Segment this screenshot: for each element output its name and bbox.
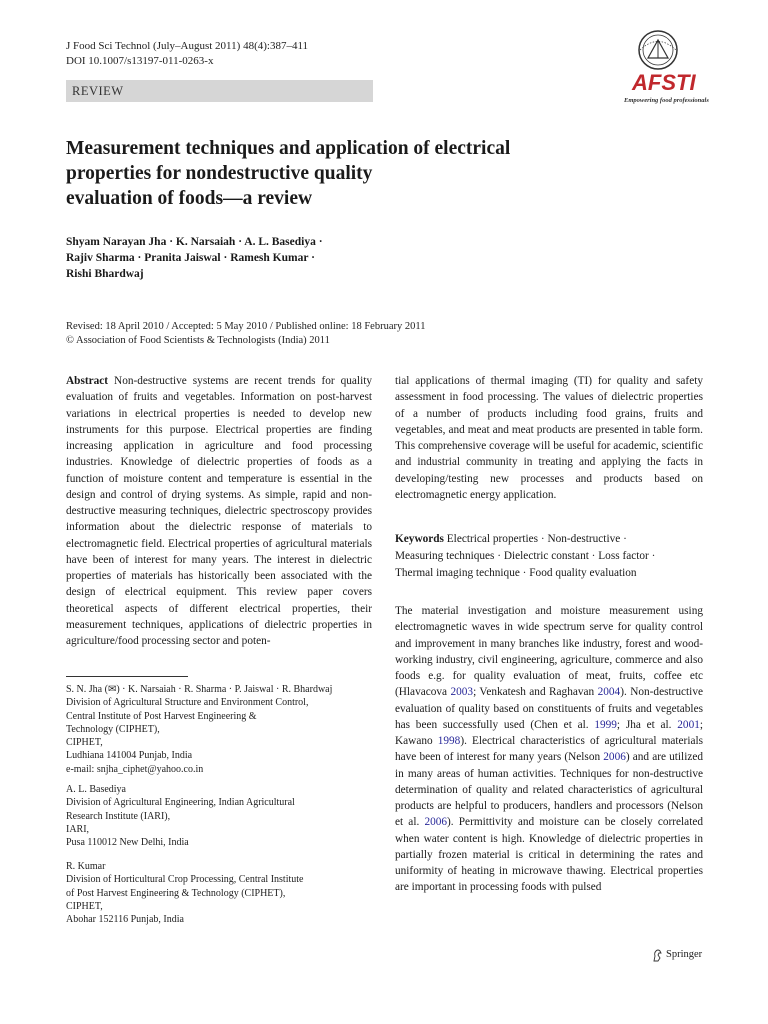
article-title [66, 136, 626, 211]
footnote-divider [66, 676, 188, 677]
affiliation-line: Technology (CIPHET), [66, 723, 160, 735]
citation-link[interactable]: 2006 [424, 816, 448, 829]
introduction-paragraph [395, 603, 703, 896]
affiliation-line: IARI, [66, 823, 90, 835]
title-line: evaluation of foods—a review [66, 188, 313, 209]
title-line: properties for nondestructive quality [66, 163, 373, 184]
affiliation-line: of Post Harvest Engineering & Technology (CIPHET), [66, 887, 286, 899]
publication-dates [66, 320, 426, 348]
affiliation-block-2 [66, 783, 366, 849]
affiliation-block-1 [66, 683, 366, 776]
affiliation-line: S. N. Jha (✉) · K. Narsaiah · R. Sharma · P. Jaiswal · R. Bhardwaj [66, 684, 333, 695]
abstract-left [66, 373, 372, 649]
body-text: ; Kawano [395, 718, 703, 747]
citation-link[interactable]: 2001 [677, 718, 700, 731]
abstract-text-continued: tial applications of thermal imaging (TI) for quality and safety assessment in food processing. The values of dielectric properties of a number of products including food grains, fruits and vegetables, and meat and meat products are presented in table form. This comprehensive coverage will be useful for academic, scientific and industrial community in treating and applying the facts in developing/testing new processes and products based on electromagnetic energy application. [395, 375, 703, 501]
logo-tagline: Empowering food professionals [624, 97, 709, 104]
publisher-name: Springer [666, 949, 703, 960]
author-line: Shyam Narayan Jha · K. Narsaiah · A. L. Basediya · [66, 236, 323, 248]
keywords-label: Keywords [395, 533, 444, 545]
citation-link[interactable]: 2003 [450, 686, 474, 699]
affiliation-line: Research Institute (IARI), [66, 810, 171, 822]
journal-citation: J Food Sci Technol (July–August 2011) 48(4):387–411 [66, 40, 309, 52]
affiliation-line: Division of Horticultural Crop Processing, Central Institute [66, 874, 304, 886]
copyright-line: © Association of Food Scientists & Technologists (India) 2011 [66, 335, 330, 346]
body-text: ; Jha et al. [616, 718, 678, 731]
abstract-right [395, 373, 703, 503]
keywords-line: Measuring techniques · Dielectric constant · Loss factor · [395, 550, 656, 562]
citation-link[interactable]: 2004 [597, 686, 621, 699]
affiliation-line: R. Kumar [66, 861, 106, 872]
affiliation-block-3 [66, 860, 366, 926]
body-text: ). Permittivity and moisture can be closely correlated when water content is high. Knowledge of dielectric properties in partially frozen material is critical in determining the rates and uniformity of heating in microwave thawing. Electrical properties are important in processing foods with pulsed [395, 816, 703, 894]
keywords-line: Thermal imaging technique · Food quality evaluation [395, 567, 637, 579]
affiliation-line: Division of Agricultural Structure and Environment Control, [66, 697, 309, 709]
publisher-footer [652, 948, 702, 962]
keywords-line: Electrical properties · Non-destructive · [446, 533, 627, 545]
body-text: ) and are utilized in many areas of human activities. Techniques for non-destructive determination of quality and related characteristics of agricultural products are helpful to producers, handlers and processors (Nelson et al. [395, 751, 704, 829]
author-line: Rajiv Sharma · Pranita Jaiswal · Ramesh Kumar · [66, 252, 315, 264]
doi: DOI 10.1007/s13197-011-0263-x [66, 55, 214, 67]
abstract-label: Abstract [66, 375, 109, 387]
springer-horse-icon [652, 949, 663, 962]
affiliation-line: A. L. Basediya [66, 784, 126, 795]
affiliation-line: Division of Agricultural Engineering, Indian Agricultural [66, 797, 295, 809]
body-text: ). Non-destructive evaluation of quality based on constituents of fruits and vegetables has been successfully used (Chen et al. [395, 686, 703, 731]
affiliation-line: CIPHET, [66, 900, 103, 912]
body-text: The material investigation and moisture measurement using electromagnetic waves in wide spectrum serve for quality control and improvement in many branches like industry, forest and wood-working industry, civil engineering, agriculture, commerce and also foods e.g. for quality evaluation of meat, fruits, coffee etc (Hlavacova [395, 605, 703, 699]
abstract-text: Non-destructive systems are recent trends for quality evaluation of fruits and vegetables. Information on post-harvest variations in electrical properties is needed to develop new instruments for this purpose. Electrical properties are finding increasing application in agriculture and food processing industries. Knowledge of dielectric properties of foods as a function of moisture content and temperature is essential in the design and control of drying systems. As simple, rapid and non-destructive measuring techniques, dielectric spectroscopy provides information about the dielectric response of materials to electromagnetic field. Electrical properties of agricultural materials have been of interest for many years. The interest in dielectric properties of materials has historically been associated with the design of electrical equipment. This review paper covers theoretical aspects of different electrical properties, their measurement techniques, applications of dielectric properties in agriculture/food processing sector and poten- [66, 375, 372, 647]
affiliation-line: Ludhiana 141004 Punjab, India [66, 750, 193, 762]
afsti-logo [618, 28, 710, 106]
title-line: Measurement techniques and application of electrical [66, 138, 511, 159]
body-text: ; Venkatesh and Raghavan [473, 686, 598, 699]
affiliation-line: Abohar 152116 Punjab, India [66, 914, 184, 926]
author-list [66, 234, 386, 282]
affiliation-line: Pusa 110012 New Delhi, India [66, 837, 189, 849]
affiliation-line: Central Institute of Post Harvest Engineering & [66, 710, 257, 722]
journal-header [66, 39, 308, 69]
section-label-bar [66, 80, 373, 102]
citation-link[interactable]: 1999 [594, 718, 617, 731]
afsti-emblem-icon [618, 28, 710, 106]
body-text: ). Electrical characteristics of agricultural materials have been of interest for many years (Nelson [395, 735, 704, 764]
citation-link[interactable]: 2006 [603, 751, 626, 764]
author-email: e-mail: snjha_ciphet@yahoo.co.in [66, 763, 204, 775]
citation-link[interactable]: 1998 [437, 735, 461, 747]
dates-line: Revised: 18 April 2010 / Accepted: 5 May 2010 / Published online: 18 February 2011 [66, 321, 426, 332]
logo-wordmark: AFSTI [632, 70, 696, 95]
section-label: REVIEW [72, 84, 124, 98]
affiliation-line: CIPHET, [66, 737, 103, 749]
author-line: Rishi Bhardwaj [66, 268, 144, 280]
keywords [395, 531, 703, 582]
